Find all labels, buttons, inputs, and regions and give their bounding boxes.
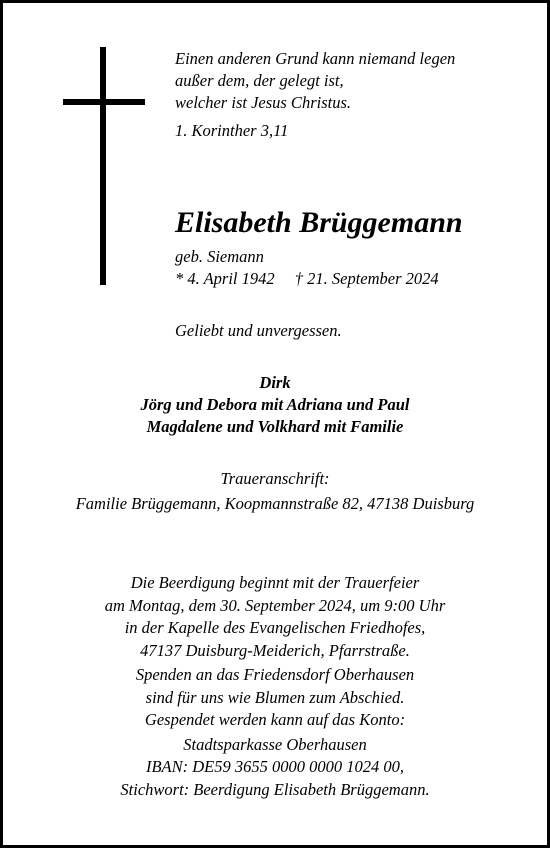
family-line: Magdalene und Volkhard mit Familie (146, 417, 404, 436)
mourning-address (3, 466, 547, 516)
life-dates (175, 246, 455, 290)
donation-line: sind für uns wie Blumen zum Abschied. (145, 687, 405, 707)
verse-line: Einen anderen Grund kann niemand legen (175, 49, 456, 68)
family-line: Dirk (259, 373, 291, 392)
dates-row (175, 268, 455, 290)
address-value: Familie Brüggemann, Koopmannstraße 82, 47138 Duisburg (75, 494, 475, 513)
funeral-line: am Montag, dem 30. September 2024, um 9:00 Uhr (104, 595, 446, 615)
address-label: Traueranschrift: (220, 469, 330, 488)
funeral-line: Die Beerdigung beginnt mit der Trauerfeier (130, 573, 420, 592)
donation-line: Spenden an das Friedensdorf Oberhausen (135, 665, 415, 684)
cross-icon (100, 47, 106, 285)
family-line: Jörg und Debora mit Adriana und Paul (140, 395, 410, 414)
donation-line: Gespendet werden kann auf das Konto: (144, 710, 406, 729)
verse-line: welcher ist Jesus Christus. (175, 93, 351, 112)
birth-date: * 4. April 1942 (175, 269, 275, 288)
maiden-name: geb. Siemann (175, 247, 264, 266)
funeral-info (3, 572, 547, 801)
family-members (3, 372, 547, 438)
verse-line: außer dem, der gelegt ist, (175, 71, 344, 90)
bank-line: Stichwort: Beerdigung Elisabeth Brüggemann. (120, 779, 430, 799)
deceased-name: Elisabeth Brüggemann (175, 206, 463, 239)
funeral-line: 47137 Duisburg-Meiderich, Pfarrstraße. (140, 640, 410, 660)
bank-line: Stadtsparkasse Oberhausen (183, 734, 367, 754)
tagline: Geliebt und unvergessen. (175, 321, 342, 340)
funeral-line: in der Kapelle des Evangelischen Friedhofes, (124, 618, 426, 637)
verse-source: 1. Korinther 3,11 (175, 121, 289, 140)
death-date: † 21. September 2024 (294, 269, 439, 288)
cross-icon-bar (63, 99, 145, 105)
bank-line: IBAN: DE59 3655 0000 0000 1024 00, (145, 757, 405, 776)
bible-verse (175, 48, 455, 142)
